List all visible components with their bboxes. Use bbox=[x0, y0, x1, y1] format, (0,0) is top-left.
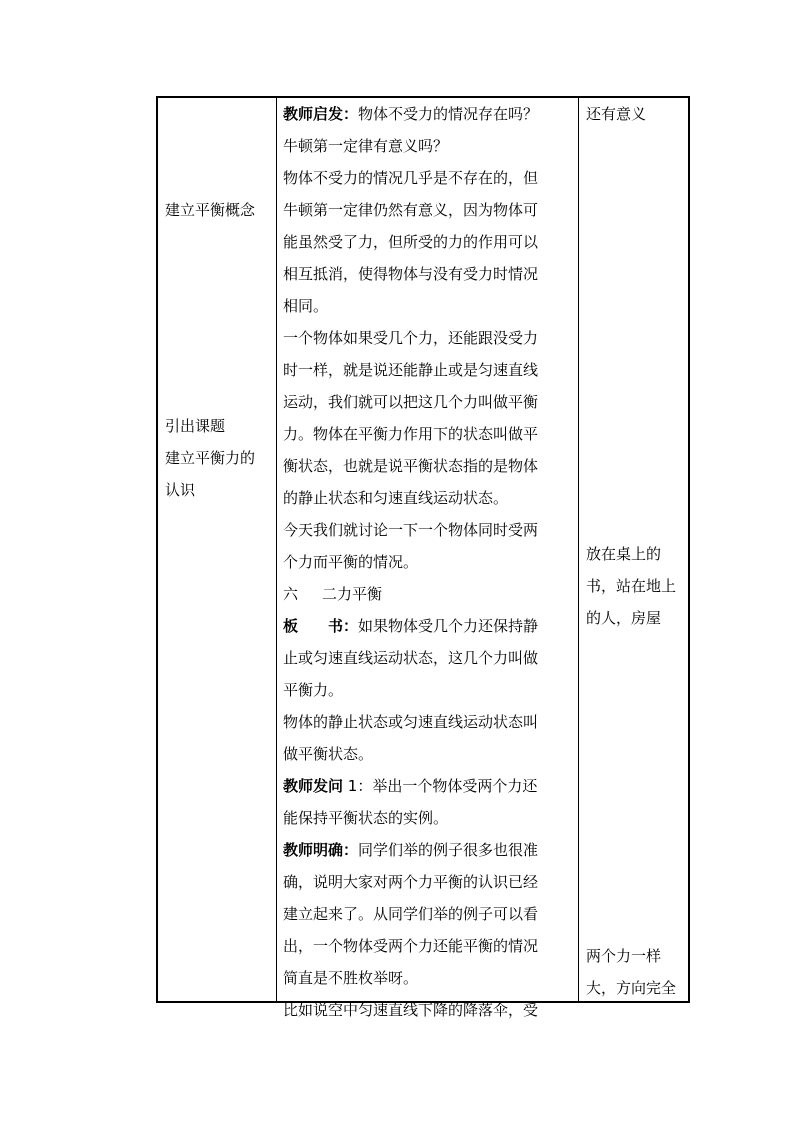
content-line: 教师发问 1：举出一个物体受两个力还 bbox=[283, 777, 538, 795]
content-line: 能保持平衡状态的实例。 bbox=[283, 809, 449, 827]
stage-label-topic: 引出课题 bbox=[165, 417, 226, 435]
note-examples-line: 书，站在地上 bbox=[586, 577, 677, 595]
section-heading bbox=[283, 578, 574, 610]
content-line: 衡状态，也就是说平衡状态指的是物体 bbox=[283, 457, 539, 475]
note-forces-line: 两个力一样 bbox=[586, 947, 662, 965]
content-line: 物体不受力的情况几乎是不存在的，但 bbox=[283, 169, 539, 187]
note-forces-line: 大，方向完全 bbox=[586, 979, 677, 997]
content-line: 牛顿第一定律仍然有意义，因为物体可 bbox=[283, 201, 539, 219]
content-line: 运动，我们就可以把这几个力叫做平衡 bbox=[283, 393, 539, 411]
content-line: 一个物体如果受几个力，还能跟没受力 bbox=[283, 329, 539, 347]
stage-label-recognition: 认识 bbox=[165, 481, 196, 499]
content-line: 的静止状态和匀速直线运动状态。 bbox=[283, 489, 509, 507]
teacher-prompt-label: 教师启发： bbox=[283, 105, 359, 123]
stage-column bbox=[158, 98, 283, 1001]
content-line: 今天我们就讨论一下一个物体同时受两 bbox=[283, 521, 539, 539]
content-line: 教师启发：物体不受力的情况存在吗？ bbox=[283, 105, 539, 123]
content-line: 平衡力。 bbox=[283, 681, 344, 699]
content-line: 简直是不胜枚举呀。 bbox=[283, 969, 419, 987]
notes-column bbox=[579, 98, 690, 1001]
content-line: 能虽然受了力，但所受的力的作用可以 bbox=[283, 233, 539, 251]
content-line: 出，一个物体受两个力还能平衡的情况 bbox=[283, 937, 539, 955]
content-line: 板 书：如果物体受几个力还保持静 bbox=[283, 617, 539, 635]
content-line: 力。物体在平衡力作用下的状态叫做平 bbox=[283, 425, 539, 443]
content-line: 相同。 bbox=[283, 297, 329, 315]
content-line: 物体的静止状态或匀速直线运动状态叫 bbox=[283, 713, 539, 731]
content-line: 牛顿第一定律有意义吗？ bbox=[283, 137, 449, 155]
content-line: 时一样，就是说还能静止或是匀速直线 bbox=[283, 361, 539, 379]
note-examples-line: 放在桌上的 bbox=[586, 545, 662, 563]
content-column bbox=[277, 98, 578, 1019]
section-number: 六 bbox=[283, 585, 299, 603]
note-examples-line: 的人，房屋 bbox=[586, 609, 662, 627]
stage-label-balance-concept: 建立平衡概念 bbox=[165, 201, 256, 219]
board-note-label: 板 书： bbox=[283, 617, 359, 635]
teacher-question-label: 教师发问 bbox=[283, 777, 344, 795]
content-line: 比如说空中匀速直线下降的降落伞，受 bbox=[283, 1001, 539, 1019]
stage-label-balance-force: 建立平衡力的 bbox=[165, 449, 256, 467]
content-line: 确，说明大家对两个力平衡的认识已经 bbox=[283, 873, 539, 891]
content-line: 止或匀速直线运动状态，这几个力叫做 bbox=[283, 649, 539, 667]
content-line: 教师明确：同学们举的例子很多也很准 bbox=[283, 841, 539, 859]
content-line: 建立起来了。从同学们举的例子可以看 bbox=[283, 905, 539, 923]
content-line: 相互抵消，使得物体与没有受力时情况 bbox=[283, 265, 539, 283]
content-line: 做平衡状态。 bbox=[283, 745, 374, 763]
section-title: 二力平衡 bbox=[322, 585, 383, 603]
teacher-clarify-label: 教师明确： bbox=[283, 841, 359, 859]
content-line: 个力而平衡的情况。 bbox=[283, 553, 419, 571]
lesson-table bbox=[156, 96, 690, 1019]
note-meaning: 还有意义 bbox=[586, 105, 647, 123]
